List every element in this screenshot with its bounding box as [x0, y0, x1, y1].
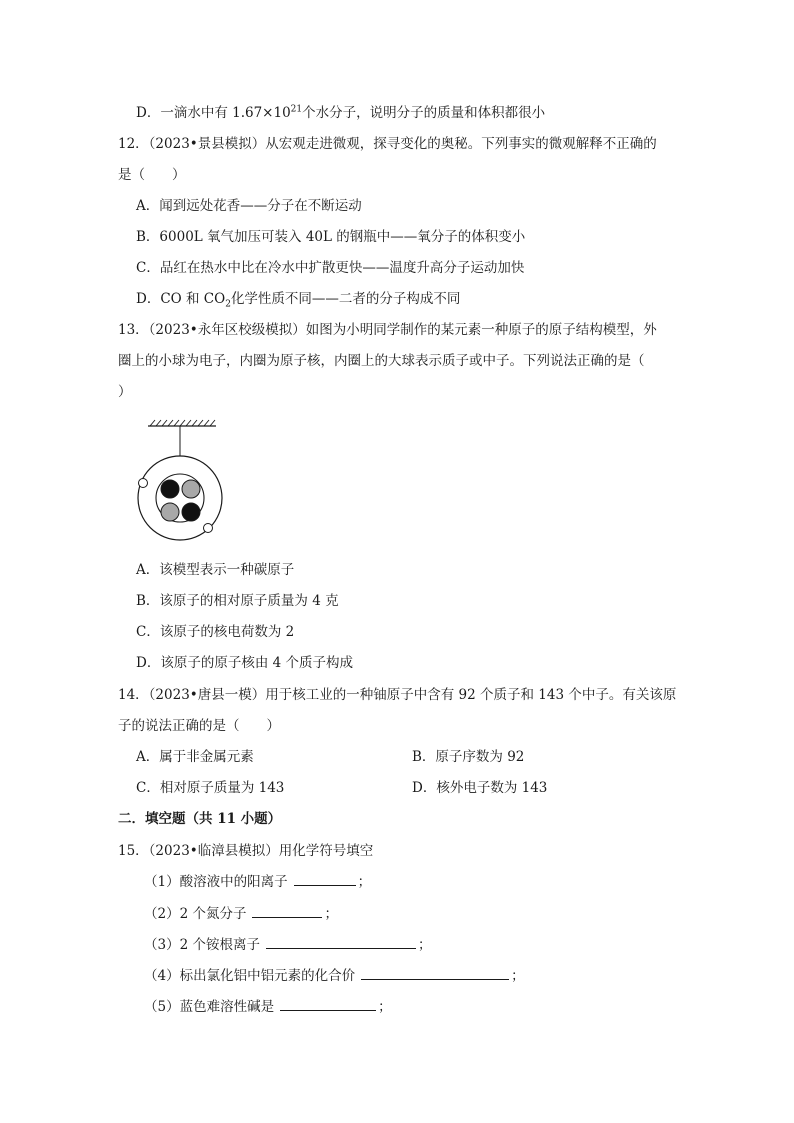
q12-optd-post: 化学性质不同——二者的分子构成不同 [230, 291, 461, 307]
ceiling-hatch [150, 420, 215, 426]
q12-option-b: B．6000L 氧气加压可装入 40L 的钢瓶中——氧分子的体积变小 [136, 229, 526, 245]
q12-option-d [136, 290, 460, 308]
q14-stem-line2: 子的说法正确的是（ ） [118, 718, 280, 734]
q13-stem-line2: 圈上的小球为电子，内圈为原子核，内圈上的大球表示质子或中子。下列说法正确的是（ [118, 353, 645, 369]
q15-item-end: ； [378, 999, 392, 1015]
electron-left [139, 479, 148, 488]
nucleon-dark-bottom-right [182, 503, 200, 521]
q15-stem: 15．（2023•临漳县模拟）用化学符号填空 [118, 843, 374, 859]
q15-item-label: （4）标出氯化铝中铝元素的化合价 [144, 968, 356, 984]
q12-stem-line2: 是（ ） [118, 167, 186, 183]
q13-stem-line3: ） [118, 384, 132, 400]
q12-option-a: A．闻到远处花香——分子在不断运动 [136, 198, 362, 214]
answer-blank[interactable] [361, 967, 509, 980]
q15-item-label: （3）2 个铵根离子 [144, 937, 260, 953]
q12-option-c: C．品红在热水中比在冷水中扩散更快——温度升高分子运动加快 [136, 260, 525, 276]
q13-option-c: C．该原子的核电荷数为 2 [136, 624, 295, 640]
q15-item-5 [144, 998, 392, 1016]
q14-option-a: A．属于非金属元素 [136, 749, 254, 765]
q13-option-a: A．该模型表示一种碳原子 [136, 562, 295, 578]
atom-model-figure [134, 418, 234, 548]
q15-item-label: （2）2 个氮分子 [144, 906, 247, 922]
q11-optd-pre: D．一滴水中有 1.67×10 [136, 105, 291, 121]
section-title-fill-in: 二．填空题（共 11 小题） [118, 811, 282, 827]
answer-blank[interactable] [294, 873, 356, 886]
q15-item-label: （1）酸溶液中的阳离子 [144, 874, 288, 890]
q11-optd-post: 个水分子，说明分子的质量和体积都很小 [302, 105, 546, 121]
q12-optd-pre: D．CO 和 CO [136, 291, 226, 307]
nucleon-gray-top-right [182, 480, 200, 498]
q15-item-end: ； [417, 937, 432, 953]
q13-option-d: D．该原子的原子核由 4 个质子构成 [136, 655, 353, 671]
answer-blank[interactable] [266, 936, 416, 949]
q15-item-1 [144, 873, 371, 891]
q12-stem-line1: 12．（2023•景县模拟）从宏观走进微观，探寻变化的奥秘。下列事实的微观解释不正确的 [118, 136, 657, 152]
nucleon-gray-bottom-left [161, 503, 179, 521]
q15-item-end: ； [357, 874, 372, 890]
q15-item-2 [144, 905, 338, 923]
nucleon-dark-top-left [161, 480, 179, 498]
q13-option-b: B．该原子的相对原子质量为 4 克 [136, 593, 339, 609]
electron-bottom-right [204, 524, 213, 533]
q14-option-c: C．相对原子质量为 143 [136, 780, 285, 796]
q14-option-b: B．原子序数为 92 [412, 749, 525, 765]
q15-item-3 [144, 936, 431, 954]
q15-item-4 [144, 967, 525, 985]
atom-model-diagram [134, 418, 234, 544]
q14-stem-line1: 14．（2023•唐县一模）用于核工业的一种铀原子中含有 92 个质子和 143 个中子。有关该原 [118, 687, 677, 703]
q11-optd-exponent: 21 [290, 104, 303, 115]
answer-blank[interactable] [280, 998, 376, 1011]
q15-item-end: ； [324, 906, 338, 922]
q13-stem-line1: 13．（2023•永年区校级模拟）如图为小明同学制作的某元素一种原子的原子结构模型，外 [118, 322, 657, 338]
q15-item-end: ； [511, 968, 525, 984]
q14-option-d: D．核外电子数为 143 [412, 780, 548, 796]
answer-blank[interactable] [252, 905, 322, 918]
q15-item-label: （5）蓝色难溶性碱是 [144, 999, 275, 1015]
q11-option-d [136, 104, 545, 122]
q12-optd-subscript: 2 [225, 299, 231, 310]
